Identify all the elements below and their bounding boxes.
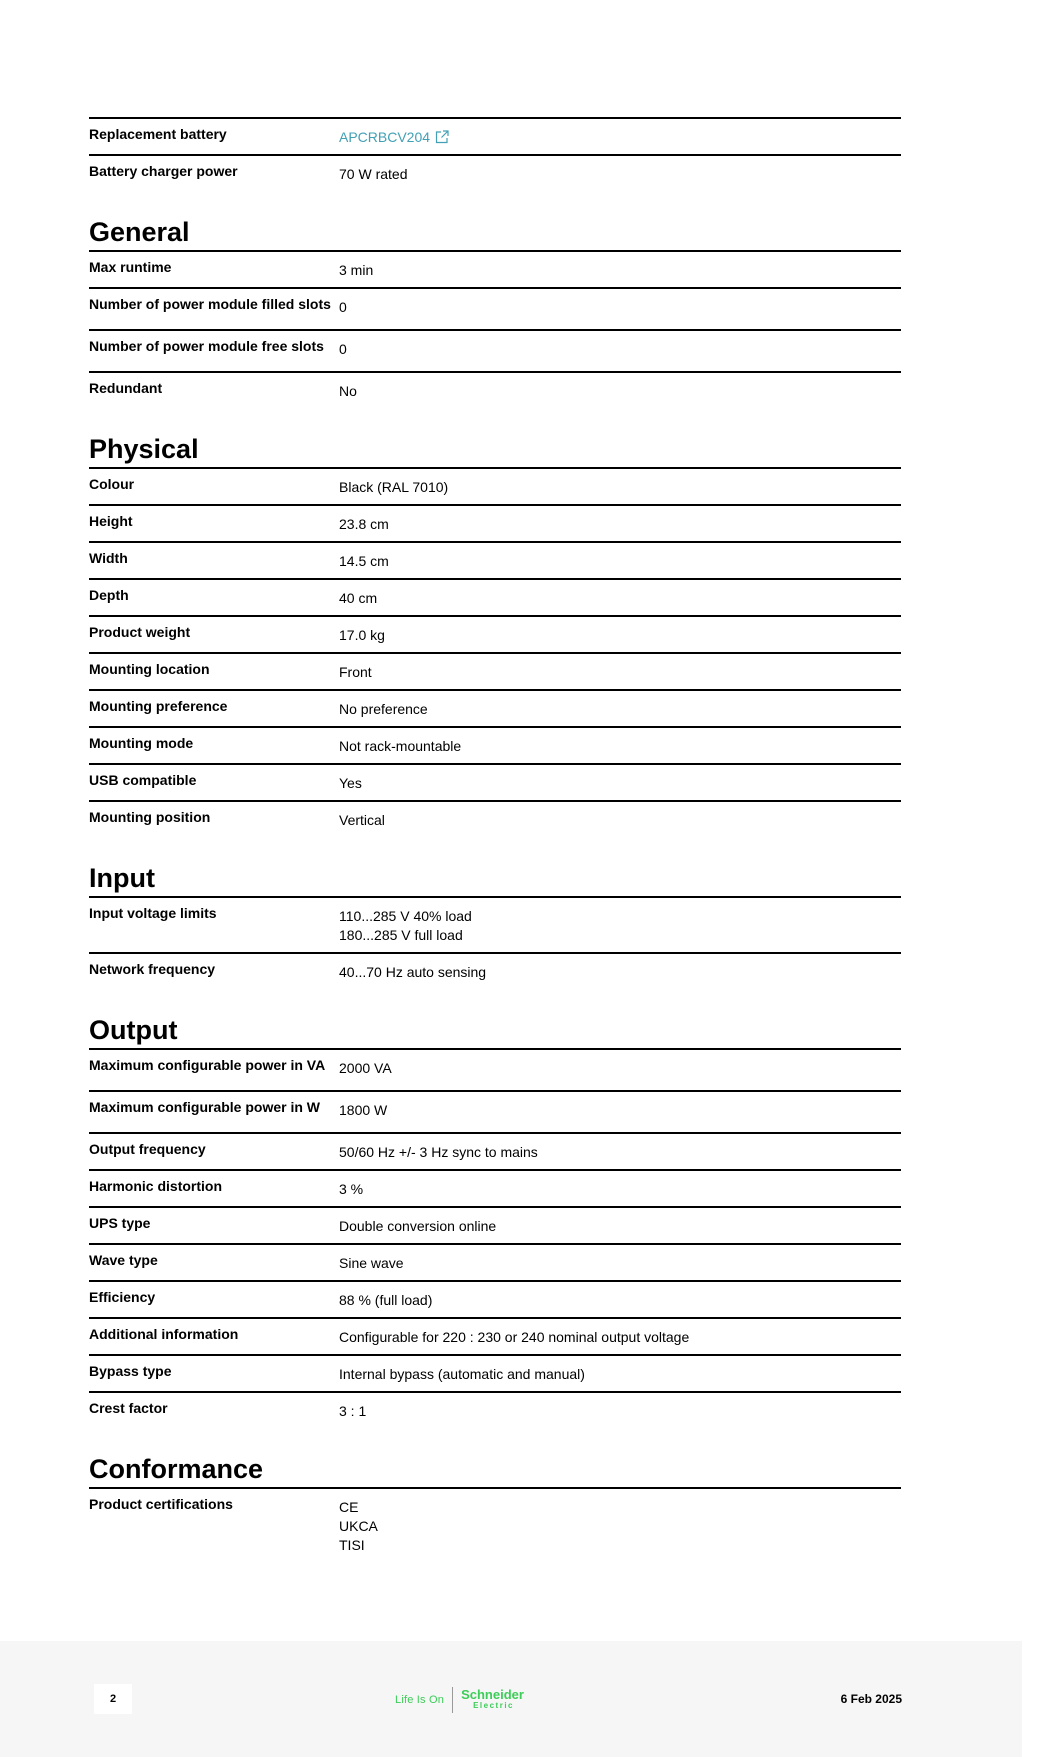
spec-row <box>89 1317 901 1354</box>
spec-row <box>89 1132 901 1169</box>
spec-value-line: TISI <box>339 1537 365 1553</box>
spec-value: Yes <box>339 775 362 791</box>
page-number: 2 <box>94 1684 132 1714</box>
spec-row <box>89 652 901 689</box>
spec-row <box>89 329 901 371</box>
spec-value: 50/60 Hz +/- 3 Hz sync to mains <box>339 1144 538 1160</box>
section-title-general: General <box>89 217 190 247</box>
section-title-physical: Physical <box>89 434 199 464</box>
spec-value: No preference <box>339 701 428 717</box>
spec-row <box>89 1090 901 1132</box>
spec-row <box>89 504 901 541</box>
spec-value: 2000 VA <box>339 1060 392 1076</box>
life-is-on-schneider-logo <box>395 1687 524 1713</box>
spec-value: Vertical <box>339 812 385 828</box>
spec-row <box>89 467 901 504</box>
spec-row <box>89 250 901 287</box>
spec-value: Front <box>339 664 372 680</box>
spec-label: Height <box>89 513 133 529</box>
spec-value <box>339 898 901 952</box>
spec-value-line: UKCA <box>339 1518 378 1534</box>
spec-label: Replacement battery <box>89 126 227 142</box>
spec-row <box>89 1206 901 1243</box>
spec-label: Number of power module free slots <box>89 338 324 354</box>
spec-row <box>89 689 901 726</box>
spec-row <box>89 615 901 652</box>
spec-value-line: 180...285 V full load <box>339 927 463 943</box>
spec-value: 0 <box>339 341 347 357</box>
spec-value: 40...70 Hz auto sensing <box>339 964 487 980</box>
spec-row <box>89 726 901 763</box>
spec-label: Network frequency <box>89 961 216 977</box>
spec-value: 3 % <box>339 1181 364 1197</box>
spec-value-line: CE <box>339 1499 359 1515</box>
spec-row <box>89 154 901 191</box>
spec-label: Product certifications <box>89 1496 233 1512</box>
section-title-conformance: Conformance <box>89 1454 264 1484</box>
external-link-icon[interactable] <box>435 130 449 144</box>
spec-label: Input voltage limits <box>89 905 217 921</box>
spec-label: Harmonic distortion <box>89 1178 223 1194</box>
spec-label: Bypass type <box>89 1363 172 1379</box>
spec-label: UPS type <box>89 1215 151 1231</box>
spec-value: Not rack-mountable <box>339 738 462 754</box>
spec-label: Wave type <box>89 1252 158 1268</box>
spec-row <box>89 1048 901 1090</box>
spec-value: 40 cm <box>339 590 378 606</box>
spec-value: Internal bypass (automatic and manual) <box>339 1366 585 1382</box>
spec-value <box>339 119 901 154</box>
spec-label: USB compatible <box>89 772 197 788</box>
spec-row-replacement-battery <box>89 117 901 154</box>
spec-label: Crest factor <box>89 1400 168 1416</box>
spec-value: 3 : 1 <box>339 1403 367 1419</box>
spec-value: 1800 W <box>339 1102 388 1118</box>
spec-row <box>89 1243 901 1280</box>
spec-content <box>89 117 901 1561</box>
spec-value: 0 <box>339 299 347 315</box>
logo-brand: Schneider <box>461 1687 524 1702</box>
logo-tagline: Life Is On <box>395 1694 445 1706</box>
replacement-battery-link[interactable]: APCRBCV204 <box>339 129 431 145</box>
logo-divider <box>452 1687 453 1713</box>
spec-label: Depth <box>89 587 129 603</box>
spec-label: Mounting location <box>89 661 210 677</box>
spec-value: Double conversion online <box>339 1218 497 1234</box>
spec-value: 23.8 cm <box>339 516 389 532</box>
section-title-input: Input <box>89 863 155 893</box>
spec-value: Black (RAL 7010) <box>339 479 449 495</box>
spec-label: Maximum configurable power in W <box>89 1099 321 1115</box>
spec-label: Maximum configurable power in VA <box>89 1057 326 1073</box>
schneider-electric-wordmark <box>461 1689 524 1711</box>
spec-label: Max runtime <box>89 259 172 275</box>
spec-value-line: 110...285 V 40% load <box>339 908 472 924</box>
spec-label: Redundant <box>89 380 163 396</box>
spec-row <box>89 763 901 800</box>
section-title-output: Output <box>89 1015 178 1045</box>
spec-row <box>89 371 901 408</box>
logo-brand-sub: Electric <box>473 1701 514 1710</box>
spec-label: Width <box>89 550 128 566</box>
spec-label: Mounting mode <box>89 735 194 751</box>
spec-value: 3 min <box>339 262 374 278</box>
spec-row <box>89 541 901 578</box>
spec-value: 70 W rated <box>339 166 408 182</box>
spec-label: Product weight <box>89 624 191 640</box>
spec-row <box>89 1391 901 1428</box>
spec-label: Mounting preference <box>89 698 228 714</box>
spec-row <box>89 952 901 989</box>
spec-value: Sine wave <box>339 1255 404 1271</box>
spec-value: 88 % (full load) <box>339 1292 433 1308</box>
spec-label: Battery charger power <box>89 163 238 179</box>
spec-label: Efficiency <box>89 1289 156 1305</box>
spec-row <box>89 578 901 615</box>
spec-label: Mounting position <box>89 809 211 825</box>
spec-label: Output frequency <box>89 1141 206 1157</box>
spec-label: Additional information <box>89 1326 239 1342</box>
spec-row <box>89 1280 901 1317</box>
spec-value: Configurable for 220 : 230 or 240 nominal output voltage <box>339 1329 690 1345</box>
spec-label: Number of power module filled slots <box>89 296 331 312</box>
spec-row <box>89 1169 901 1206</box>
spec-label: Colour <box>89 476 135 492</box>
spec-value <box>339 1489 901 1561</box>
spec-row <box>89 896 901 952</box>
spec-row <box>89 1487 901 1561</box>
spec-value: 17.0 kg <box>339 627 385 643</box>
spec-row <box>89 1354 901 1391</box>
document-date: 6 Feb 2025 <box>840 1692 902 1706</box>
spec-row <box>89 800 901 837</box>
spec-row <box>89 287 901 329</box>
spec-value: 14.5 cm <box>339 553 389 569</box>
spec-value: No <box>339 383 357 399</box>
